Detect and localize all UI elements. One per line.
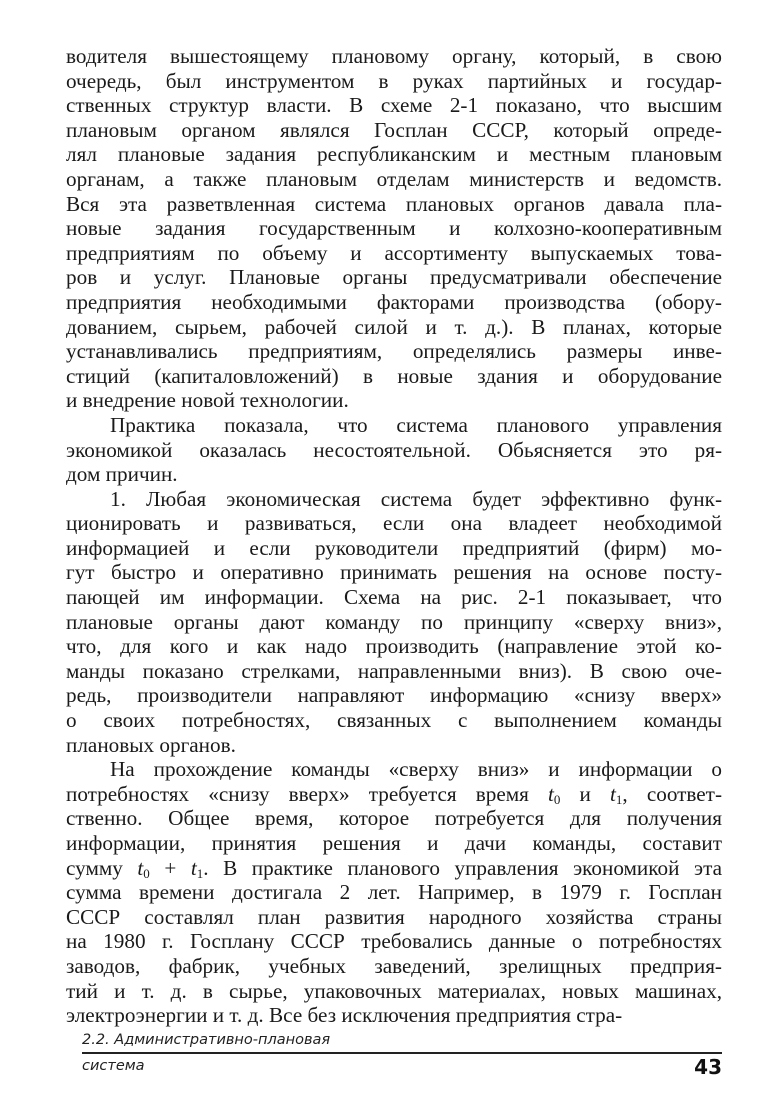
text-line: информации, принятия решения и дачи команды, составит <box>66 831 722 855</box>
subscript: 1 <box>196 865 204 881</box>
text-line: пающей им информации. Схема на рис. 2-1 показывает, что <box>66 585 722 610</box>
text-run: и <box>560 781 611 806</box>
text-line: заводов, фабрик, учебных заведений, зрелищных предприя- <box>66 953 722 978</box>
text-line: Практика показала, что система планового управления <box>110 412 722 437</box>
text-line: дованием, сырьем, рабочей силой и т. д.). В планах, которые <box>66 314 722 339</box>
text-line: На прохождение команды «сверху вниз» и информации о <box>110 757 722 782</box>
text-run: . В практике планового управления экономикой эта <box>203 855 722 880</box>
text-line: редь, производители направляют информацию «снизу вверх» <box>66 683 722 708</box>
text-line: очередь, был инструментом в руках партийных и государ- <box>66 68 722 93</box>
text-line: электроэнергии и т. д. Все без исключения предприятия стра- <box>66 1003 623 1028</box>
text-line: стиций (капиталовложений) в новые здания и оборудование <box>66 363 722 388</box>
text-line: СССР составлял план развития народного хозяйства страны <box>66 904 722 929</box>
text-line: органам, а также плановым отделам министерств и ведомств. <box>66 166 722 191</box>
text-line: о своих потребностях, связанных с выполнением команды <box>66 708 722 733</box>
text-run: + <box>149 855 191 880</box>
text-line: водителя вышестоящему плановому органу, который, в свою <box>66 44 722 68</box>
page-text <box>66 44 722 1028</box>
text-line: лял плановые задания республиканским и местным плановым <box>66 142 722 167</box>
text-line: манды показано стрелками, направленными вниз). В свою оче- <box>66 658 722 683</box>
math-variable: t <box>610 781 616 806</box>
subscript: 0 <box>553 791 561 807</box>
math-variable: t <box>137 855 144 880</box>
section-title-line-1: 2.2. Административно-плановая <box>82 1032 331 1048</box>
math-variable: t <box>190 855 197 880</box>
subscript: 0 <box>143 865 150 881</box>
text-line: ственных структур власти. В схеме 2-1 показано, что высшим <box>66 93 722 118</box>
text-run: , соответ- <box>622 781 722 806</box>
text-line: устанавливались предприятиям, определялись размеры инве- <box>66 339 722 364</box>
text-line: сумма времени достигала 2 лет. Например, в 1979 г. Госплан <box>66 880 722 905</box>
text-line: ров и услуг. Плановые органы предусматривали обеспечение <box>66 265 722 290</box>
text-line: экономикой оказалась несостоятельной. Обьясняется это ря- <box>66 437 722 462</box>
text-run: потребностях «снизу вверх» требуется время <box>66 781 549 806</box>
text-line: новые задания государственным и колхозно-кооперативным <box>66 216 722 241</box>
text-line: плановых органов. <box>66 732 236 757</box>
text-line: ственно. Общее время, которое потребуется для получения <box>66 806 722 831</box>
text-line: информацией и если руководители предприятий (фирм) мо- <box>66 535 722 560</box>
running-footer <box>82 1031 722 1079</box>
text-line: ционировать и развиваться, если она владеет необходимой <box>66 511 722 536</box>
text-line: тий и т. д. в сырье, упаковочных материалах, новых машинах, <box>66 978 722 1003</box>
footer-rule <box>82 1052 722 1054</box>
text-line: плановым органом являлся Госплан СССР, который опреде- <box>66 117 722 142</box>
text-line: что, для кого и как надо производить (направление этой ко- <box>66 634 722 659</box>
page-number: 43 <box>694 1055 722 1079</box>
text-line: и внедрение новой технологии. <box>66 388 349 413</box>
text-line: 1. Любая экономическая система будет эффективно функ- <box>110 486 722 511</box>
text-line: предприятия необходимыми факторами производства (обору- <box>66 289 722 314</box>
section-title-line-2: система <box>82 1058 145 1074</box>
text-line: гут быстро и оперативно принимать решения на основе посту- <box>66 560 722 585</box>
text-line: дом причин. <box>66 462 178 487</box>
text-line <box>66 856 722 881</box>
text-line: предприятиям по объему и ассортименту выпускаемых това- <box>66 240 722 265</box>
text-line: плановые органы дают команду по принципу «сверху вниз», <box>66 609 722 634</box>
text-line: на 1980 г. Госплану СССР требовались данные о потребностях <box>66 929 722 954</box>
subscript: 1 <box>615 791 623 807</box>
text-line <box>66 782 722 807</box>
text-run: сумму <box>66 855 138 880</box>
text-line: Вся эта разветвленная система плановых органов давала пла- <box>66 191 722 216</box>
math-variable: t <box>548 781 554 806</box>
